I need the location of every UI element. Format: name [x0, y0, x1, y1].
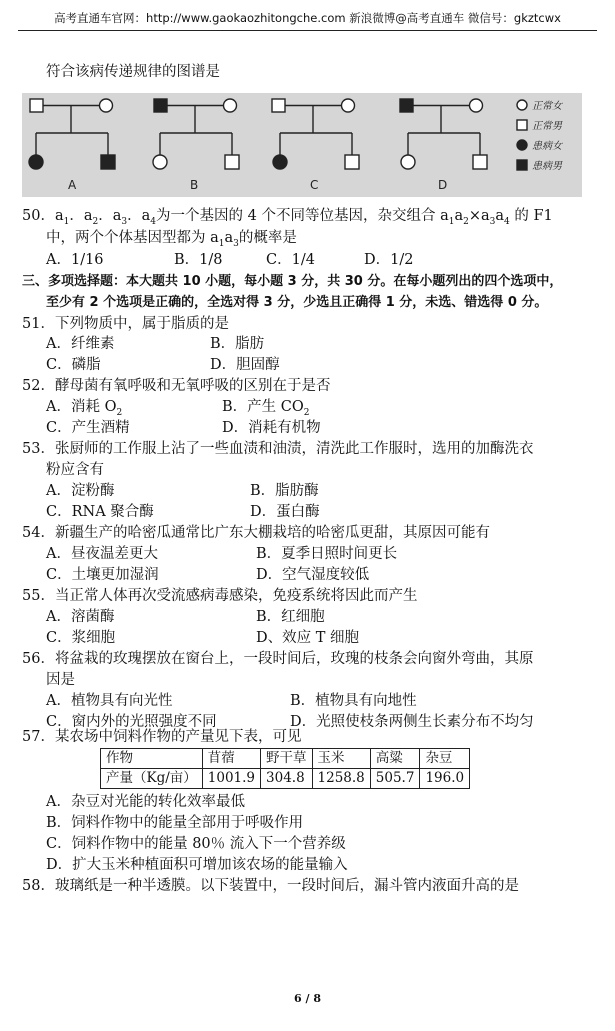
q53-option-b: B．脂肪酶	[250, 483, 319, 499]
table-header-cell: 玉米	[312, 749, 370, 769]
q52-option-b: B．产生 $CO_2$	[222, 399, 310, 418]
q51-option-d: D．胆固醇	[210, 357, 280, 373]
q57-option-d: D．扩大玉米种植面积可增加该农场的能量输入	[46, 857, 348, 873]
q50-stem-line2: 中，两个个体基因型都为 $a_1a_3$的概率是	[46, 230, 297, 249]
table-row	[101, 769, 470, 789]
q51-option-c: C．磷脂	[46, 357, 101, 373]
q55-option-c: C．浆细胞	[46, 630, 116, 646]
table-header-cell: 高粱	[370, 749, 420, 769]
table-cell: 196.0	[420, 769, 470, 789]
q56-option-b: B．植物具有向地性	[290, 693, 417, 709]
q55-option-a: A．溶菌酶	[46, 609, 115, 625]
pedigree-figure	[22, 93, 582, 197]
q57-option-b: B．饲料作物中的能量全部用于呼吸作用	[46, 815, 304, 831]
q57-yield-table	[100, 748, 470, 789]
table-header-row	[101, 749, 470, 769]
table-header-cell: 作物	[101, 749, 203, 769]
q53-option-a: A．淀粉酶	[46, 483, 115, 499]
page-number: 6 / 8	[294, 992, 321, 1005]
pedigree-svg	[22, 93, 582, 197]
section3-heading-line1: 三、多项选择题：本大题共 10 小题，每小题 3 分，共 30 分。在每小题列出的四个选项中，	[22, 274, 563, 289]
page-header: 高考直通车官网：http://www.gaokaozhitongche.com 新浪微博@高考直通车 微信号：gkztcwx	[18, 6, 597, 31]
q54-option-b: B．夏季日照时间更长	[256, 546, 398, 562]
q52-stem: 52．酵母菌有氧呼吸和无氧呼吸的区别在于是否	[22, 378, 331, 394]
table-cell: 1258.8	[312, 769, 370, 789]
q55-option-b: B．红细胞	[256, 609, 325, 625]
q51-stem: 51．下列物质中，属于脂质的是	[22, 316, 229, 332]
table-header-cell: 野干草	[261, 749, 313, 769]
table-row-label: 产量（Kg/亩）	[101, 769, 203, 789]
pedigree-label-d: D	[438, 178, 448, 192]
q54-stem: 54．新疆生产的哈密瓜通常比广东大棚栽培的哈密瓜更甜，其原因可能有	[22, 525, 490, 541]
table-cell: 1001.9	[202, 769, 260, 789]
q52-option-d: D．消耗有机物	[222, 420, 321, 436]
legend-normal-female: 正常女	[532, 101, 562, 112]
q50-option-c: C．1/4	[266, 252, 315, 268]
q56-stem-line2: 因是	[46, 672, 75, 688]
q56-stem-line1: 56．将盆栽的玫瑰摆放在窗台上，一段时间后，玫瑰的枝条会向窗外弯曲，其原	[22, 651, 534, 667]
table-header-cell: 苜蓿	[202, 749, 260, 769]
q55-stem: 55．当正常人体再次受流感病毒感染，免疫系统将因此而产生	[22, 588, 418, 604]
legend-affected-female: 患病女	[532, 141, 562, 152]
q51-option-b: B．脂肪	[210, 336, 265, 352]
table-cell: 505.7	[370, 769, 420, 789]
q54-option-c: C．土壤更加湿润	[46, 567, 159, 583]
q56-option-a: A．植物具有向光性	[46, 693, 173, 709]
q53-stem-line2: 粉应含有	[46, 462, 104, 478]
table-cell: 304.8	[261, 769, 313, 789]
q50-option-a: A．1/16	[46, 252, 104, 268]
q58-stem: 58．玻璃纸是一种半透膜。以下装置中，一段时间后，漏斗管内液面升高的是	[22, 878, 519, 894]
legend-affected-male: 患病男	[532, 161, 562, 172]
q53-stem-line1: 53．张厨师的工作服上沾了一些血渍和油渍，清洗此工作服时，选用的加酶洗衣	[22, 441, 534, 457]
q56-option-c: C．窗内外的光照强度不同	[46, 714, 217, 730]
pedigree-label-b: B	[190, 178, 199, 192]
q57-option-a: A．杂豆对光能的转化效率最低	[46, 794, 245, 810]
section3-heading-line2: 至少有 2 个选项是正确的，全选对得 3 分，少选且正确得 1 分，未选、错选得 0 分。	[46, 295, 548, 310]
intro-text: 符合该病传递规律的图谱是	[46, 64, 220, 80]
q50-option-b: B．1/8	[174, 252, 223, 268]
q53-option-d: D．蛋白酶	[250, 504, 320, 520]
q56-option-d: D．光照使枝条两侧生长素分布不均匀	[290, 714, 534, 730]
q53-option-c: C．RNA 聚合酶	[46, 504, 154, 520]
q51-option-a: A．纤维素	[46, 336, 115, 352]
q52-option-a: A．消耗 $O_2$	[46, 399, 123, 418]
q50-option-d: D．1/2	[364, 252, 414, 268]
q55-option-d: D、效应 T 细胞	[256, 630, 360, 646]
q57-stem: 57．某农场中饲料作物的产量见下表，可见	[22, 729, 302, 745]
q57-option-c: C．饲料作物中的能量 80％ 流入下一个营养级	[46, 836, 346, 852]
pedigree-label-c: C	[310, 178, 319, 192]
pedigree-label-a: A	[68, 178, 77, 192]
q54-option-d: D．空气湿度较低	[256, 567, 370, 583]
q52-option-c: C．产生酒精	[46, 420, 130, 436]
legend-normal-male: 正常男	[532, 121, 562, 132]
q54-option-a: A．昼夜温差更大	[46, 546, 158, 562]
q50-stem-line1: 50．$a_1$．$a_2$．$a_3$．$a_4$为一个基因的 4 个不同等位基因，杂交组合 $a_1a_2\times a_3a_4$ 的 F1	[22, 208, 553, 227]
table-header-cell: 杂豆	[420, 749, 470, 769]
